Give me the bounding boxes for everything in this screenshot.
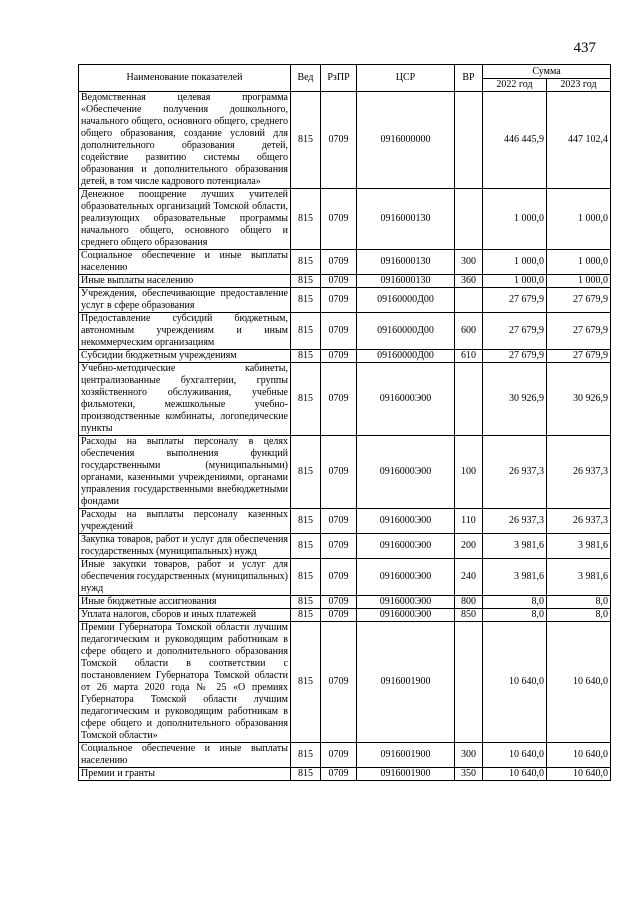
cell-vr [455, 92, 483, 189]
table-row [79, 250, 611, 275]
cell-ved: 815 [291, 436, 321, 509]
cell-sum-2023: 1 000,0 [547, 250, 611, 275]
cell-ved: 815 [291, 534, 321, 559]
cell-name: Социальное обеспечение и иные выплаты населению [79, 743, 291, 768]
cell-sum-2022: 1 000,0 [483, 275, 547, 288]
header-csr: ЦСР [357, 65, 455, 92]
cell-sum-2023: 3 981,6 [547, 534, 611, 559]
cell-name: Премии Губернатора Томской области лучшим педагогическим и руководящим работникам в сфере общего и дополнительного образования Томской области в соответствии с постановлением Губернатора Томской области от 26 марта 2020 года № 25 «О премиях Губернатора Томской области лучшим педагогическим и руководящим работникам в сфере общего и дополнительного образования Томской области» [79, 622, 291, 743]
cell-sum-2023: 3 981,6 [547, 559, 611, 596]
cell-sum-2023: 8,0 [547, 596, 611, 609]
cell-sum-2022: 27 679,9 [483, 313, 547, 350]
table-row [79, 92, 611, 189]
cell-ved: 815 [291, 313, 321, 350]
table-row [79, 622, 611, 743]
cell-vr: 100 [455, 436, 483, 509]
cell-vr: 300 [455, 250, 483, 275]
cell-sum-2022: 8,0 [483, 609, 547, 622]
cell-rzpr: 0709 [321, 509, 357, 534]
cell-name: Социальное обеспечение и иные выплаты населению [79, 250, 291, 275]
cell-sum-2023: 10 640,0 [547, 743, 611, 768]
cell-vr: 600 [455, 313, 483, 350]
cell-sum-2022: 10 640,0 [483, 768, 547, 781]
cell-csr: 09160000Д00 [357, 313, 455, 350]
cell-name: Закупка товаров, работ и услуг для обеспечения государственных (муниципальных) нужд [79, 534, 291, 559]
cell-sum-2023: 27 679,9 [547, 313, 611, 350]
cell-vr [455, 288, 483, 313]
cell-sum-2022: 446 445,9 [483, 92, 547, 189]
table-header [79, 65, 611, 92]
cell-name: Предоставление субсидий бюджетным, автономным учреждениям и иным некоммерческим организациям [79, 313, 291, 350]
budget-table [78, 64, 611, 781]
cell-rzpr: 0709 [321, 768, 357, 781]
cell-csr: 0916000130 [357, 189, 455, 250]
cell-rzpr: 0709 [321, 288, 357, 313]
table-row [79, 288, 611, 313]
cell-vr: 350 [455, 768, 483, 781]
cell-rzpr: 0709 [321, 622, 357, 743]
cell-csr: 0916000Э00 [357, 609, 455, 622]
cell-ved: 815 [291, 768, 321, 781]
cell-name: Учебно-методические кабинеты, централизованные бухгалтерии, группы хозяйственного обслуживания, учебные фильмотеки, межшкольные учебно-производственные комбинаты, логопедические пункты [79, 363, 291, 436]
cell-rzpr: 0709 [321, 743, 357, 768]
cell-sum-2022: 1 000,0 [483, 189, 547, 250]
table-row [79, 509, 611, 534]
cell-sum-2022: 3 981,6 [483, 559, 547, 596]
cell-vr [455, 189, 483, 250]
cell-sum-2023: 447 102,4 [547, 92, 611, 189]
cell-vr: 300 [455, 743, 483, 768]
cell-ved: 815 [291, 250, 321, 275]
cell-sum-2023: 10 640,0 [547, 622, 611, 743]
cell-ved: 815 [291, 559, 321, 596]
cell-sum-2022: 26 937,3 [483, 509, 547, 534]
cell-csr: 0916001900 [357, 622, 455, 743]
cell-csr: 0916000130 [357, 275, 455, 288]
cell-ved: 815 [291, 596, 321, 609]
table-row [79, 363, 611, 436]
cell-vr: 610 [455, 350, 483, 363]
cell-ved: 815 [291, 363, 321, 436]
table-body [79, 92, 611, 781]
cell-name: Иные выплаты населению [79, 275, 291, 288]
header-rzpr: РзПР [321, 65, 357, 92]
cell-sum-2023: 27 679,9 [547, 350, 611, 363]
cell-ved: 815 [291, 743, 321, 768]
cell-vr: 240 [455, 559, 483, 596]
table-row [79, 189, 611, 250]
cell-name: Субсидии бюджетным учреждениям [79, 350, 291, 363]
table-row [79, 313, 611, 350]
cell-csr: 0916000Э00 [357, 596, 455, 609]
cell-ved: 815 [291, 275, 321, 288]
cell-ved: 815 [291, 509, 321, 534]
cell-ved: 815 [291, 189, 321, 250]
table-row [79, 436, 611, 509]
cell-vr [455, 363, 483, 436]
cell-rzpr: 0709 [321, 436, 357, 509]
table-row [79, 534, 611, 559]
cell-sum-2022: 30 926,9 [483, 363, 547, 436]
cell-name: Иные бюджетные ассигнования [79, 596, 291, 609]
cell-csr: 0916000Э00 [357, 436, 455, 509]
cell-name: Уплата налогов, сборов и иных платежей [79, 609, 291, 622]
table-row [79, 609, 611, 622]
table-row [79, 350, 611, 363]
cell-sum-2022: 26 937,3 [483, 436, 547, 509]
cell-ved: 815 [291, 350, 321, 363]
cell-name: Расходы на выплаты персоналу казенных учреждений [79, 509, 291, 534]
cell-rzpr: 0709 [321, 534, 357, 559]
cell-sum-2022: 1 000,0 [483, 250, 547, 275]
cell-sum-2022: 3 981,6 [483, 534, 547, 559]
cell-sum-2022: 10 640,0 [483, 743, 547, 768]
cell-ved: 815 [291, 609, 321, 622]
cell-rzpr: 0709 [321, 92, 357, 189]
cell-csr: 0916000Э00 [357, 534, 455, 559]
cell-sum-2022: 10 640,0 [483, 622, 547, 743]
table-row [79, 275, 611, 288]
cell-rzpr: 0709 [321, 250, 357, 275]
cell-csr: 0916000Э00 [357, 363, 455, 436]
cell-rzpr: 0709 [321, 559, 357, 596]
cell-rzpr: 0709 [321, 275, 357, 288]
cell-sum-2023: 26 937,3 [547, 436, 611, 509]
cell-sum-2023: 30 926,9 [547, 363, 611, 436]
cell-name: Премии и гранты [79, 768, 291, 781]
cell-rzpr: 0709 [321, 363, 357, 436]
cell-vr [455, 622, 483, 743]
cell-csr: 0916001900 [357, 743, 455, 768]
cell-sum-2023: 1 000,0 [547, 275, 611, 288]
table-row [79, 768, 611, 781]
cell-sum-2022: 27 679,9 [483, 288, 547, 313]
cell-vr: 360 [455, 275, 483, 288]
cell-ved: 815 [291, 92, 321, 189]
cell-vr: 800 [455, 596, 483, 609]
cell-vr: 110 [455, 509, 483, 534]
cell-name: Ведомственная целевая программа «Обеспечение получения дошкольного, начального общего, основного общего, среднего общего образования, создание условий для дополнительного образования детей, содействие развитию системы общего образования и дополнительного образования детей, в том числе кадрового потенциала» [79, 92, 291, 189]
cell-ved: 815 [291, 288, 321, 313]
cell-sum-2022: 27 679,9 [483, 350, 547, 363]
cell-csr: 09160000Д00 [357, 350, 455, 363]
header-year-2022: 2022 год [483, 79, 547, 92]
table-row [79, 559, 611, 596]
page-number: 437 [573, 40, 596, 56]
cell-rzpr: 0709 [321, 596, 357, 609]
header-year-2023: 2023 год [547, 79, 611, 92]
cell-sum-2023: 8,0 [547, 609, 611, 622]
cell-rzpr: 0709 [321, 609, 357, 622]
table-row [79, 596, 611, 609]
cell-csr: 0916001900 [357, 768, 455, 781]
cell-ved: 815 [291, 622, 321, 743]
cell-name: Иные закупки товаров, работ и услуг для обеспечения государственных (муниципальных) нужд [79, 559, 291, 596]
cell-csr: 0916000Э00 [357, 559, 455, 596]
cell-rzpr: 0709 [321, 313, 357, 350]
cell-name: Учреждения, обеспечивающие предоставление услуг в сфере образования [79, 288, 291, 313]
cell-csr: 09160000Д00 [357, 288, 455, 313]
header-name: Наименование показателей [79, 65, 291, 92]
cell-csr: 0916000000 [357, 92, 455, 189]
cell-rzpr: 0709 [321, 350, 357, 363]
cell-csr: 0916000Э00 [357, 509, 455, 534]
header-ved: Вед [291, 65, 321, 92]
cell-sum-2023: 27 679,9 [547, 288, 611, 313]
cell-sum-2023: 10 640,0 [547, 768, 611, 781]
cell-csr: 0916000130 [357, 250, 455, 275]
cell-sum-2022: 8,0 [483, 596, 547, 609]
cell-vr: 200 [455, 534, 483, 559]
cell-vr: 850 [455, 609, 483, 622]
cell-name: Расходы на выплаты персоналу в целях обеспечения выполнения функций государственными (муниципальными) органами, казенными учреждениями, органами управления государственными внебюджетными фондами [79, 436, 291, 509]
header-sum: Сумма [483, 65, 611, 79]
header-vr: ВР [455, 65, 483, 92]
cell-name: Денежное поощрение лучших учителей образовательных организаций Томской области, реализующих образовательные программы начального общего, основного общего и среднего общего образования [79, 189, 291, 250]
table-row [79, 743, 611, 768]
cell-sum-2023: 1 000,0 [547, 189, 611, 250]
cell-rzpr: 0709 [321, 189, 357, 250]
cell-sum-2023: 26 937,3 [547, 509, 611, 534]
